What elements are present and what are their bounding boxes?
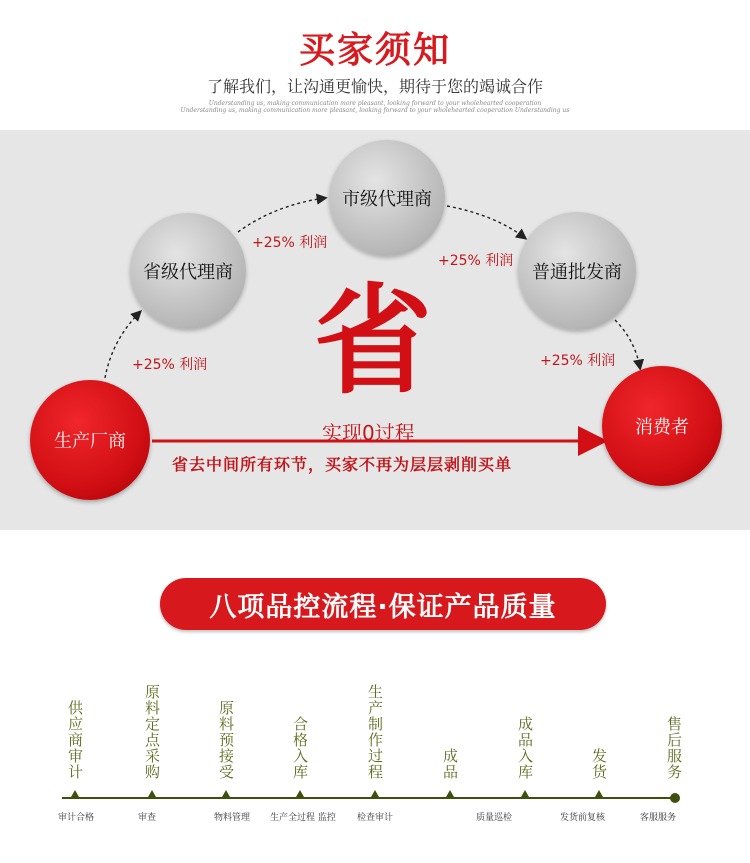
quality-banner: 八项品控流程·保证产品质量 xyxy=(160,578,606,630)
profit-label-3: +25% 利润 xyxy=(132,357,208,373)
profit-label-4: +25% 利润 xyxy=(540,353,616,369)
process-step: 合格入库 xyxy=(291,716,309,780)
arrow-provincial-to-city xyxy=(238,198,325,232)
process-step: 成品入库 xyxy=(516,716,534,780)
timeline-marker xyxy=(222,790,230,797)
zero-process-label: 实现0过程 xyxy=(322,421,415,445)
wholesaler-label: 普通批发商 xyxy=(532,262,622,283)
timeline-end-dot xyxy=(670,793,680,803)
profit-label-2: +25% 利润 xyxy=(438,253,514,269)
wholesaler-node xyxy=(518,212,636,330)
timeline-marker xyxy=(521,790,529,797)
english-subtitle-1: Understanding us, making communication more pleasant, looking forward to your wholehearted cooperation xyxy=(208,100,542,107)
process-check: 物料管理 xyxy=(214,813,251,823)
provincial-node xyxy=(130,213,246,329)
city-node xyxy=(329,140,445,256)
consumer-node xyxy=(602,366,722,486)
process-check: 质量巡检 xyxy=(476,813,513,823)
manufacturer-node xyxy=(30,380,150,500)
process-check: 生产全过程 监控 xyxy=(270,813,336,823)
process-step: 成品 xyxy=(441,748,459,780)
process-step: 供应商审计 xyxy=(66,700,84,780)
consumer-label: 消费者 xyxy=(635,417,689,438)
skip-middleman-text: 省去中间所有环节，买家不再为层层剥削买单 xyxy=(172,455,513,474)
arrow-city-to-wholesaler xyxy=(447,206,525,238)
timeline-line xyxy=(62,797,676,799)
manufacturer-label: 生产厂商 xyxy=(54,431,126,452)
provincial-label: 省级代理商 xyxy=(143,262,233,283)
process-check: 审计合格 xyxy=(58,813,95,823)
process-check: 客服服务 xyxy=(640,813,677,823)
timeline-marker xyxy=(296,790,304,797)
arrow-wholesaler-to-consumer xyxy=(615,320,640,368)
profit-label-1: +25% 利润 xyxy=(252,235,328,251)
process-step: 发货 xyxy=(590,748,608,780)
save-character: 省 xyxy=(314,271,433,410)
page-subtitle: 了解我们，让沟通更愉快，期待于您的竭诚合作 xyxy=(206,77,543,96)
timeline-marker xyxy=(446,790,454,797)
process-check: 发货前复核 xyxy=(560,813,606,823)
process-step: 原料预接受 xyxy=(217,700,235,780)
timeline-marker xyxy=(595,790,603,797)
page-title: 买家须知 xyxy=(298,30,451,71)
timeline-marker xyxy=(371,790,379,797)
process-step: 生产制作过程 xyxy=(366,684,384,780)
process-check: 检查审计 xyxy=(357,813,394,823)
english-subtitle-2: Understanding us, making communication more pleasant, looking forward to your wholehearted cooperation Understanding us xyxy=(180,107,570,114)
process-check: 审查 xyxy=(138,813,157,823)
city-label: 市级代理商 xyxy=(342,189,432,210)
process-step: 原料定点采购 xyxy=(143,684,161,780)
timeline-marker xyxy=(71,790,79,797)
process-step: 售后服务 xyxy=(665,716,683,780)
timeline-marker xyxy=(148,790,156,797)
